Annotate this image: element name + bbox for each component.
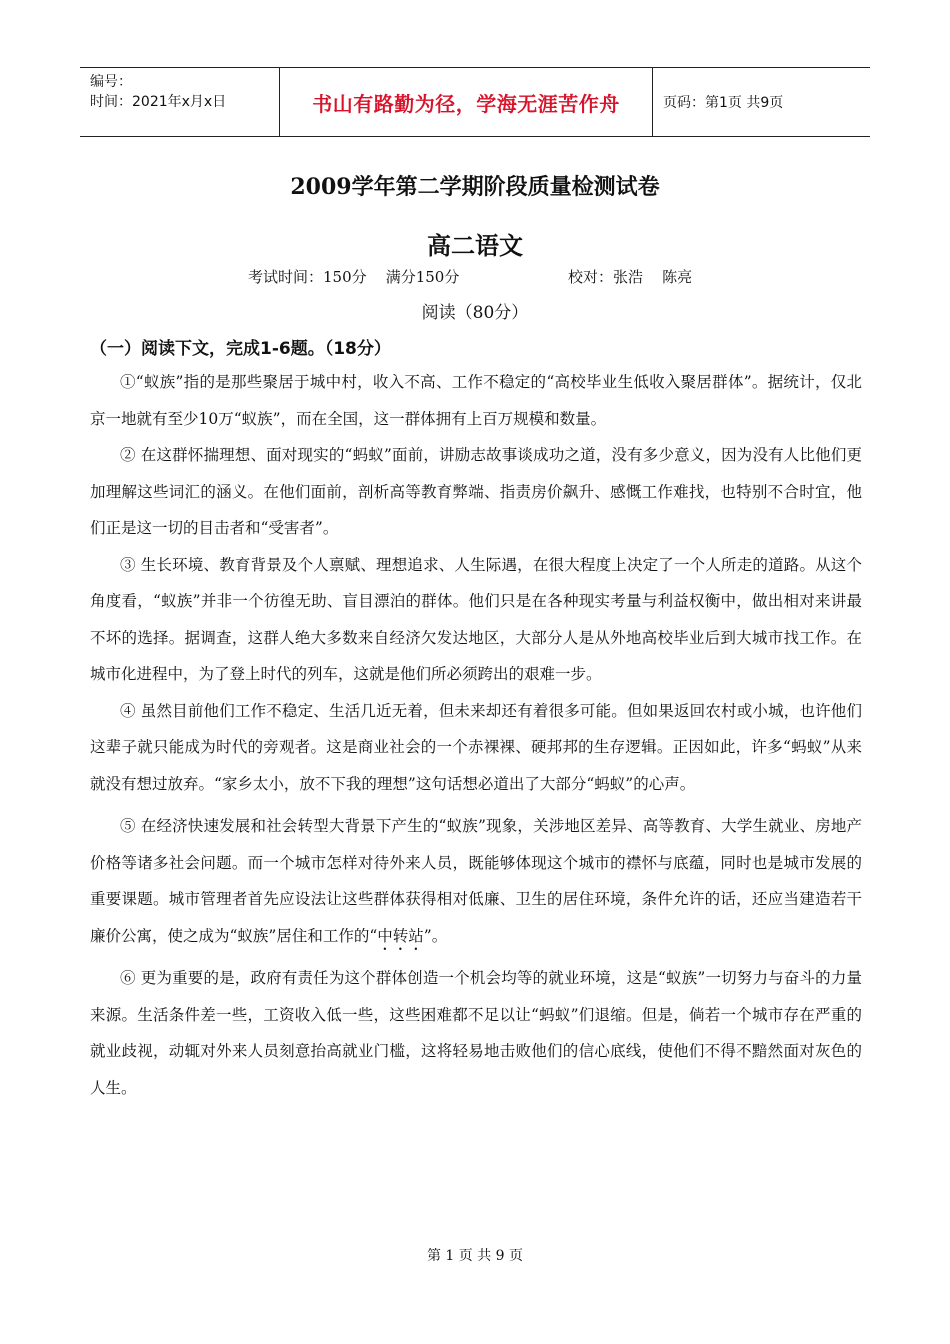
paragraph-2: ② 在这群怀揣理想、面对现实的“蚂蚁”面前，讲励志故事谈成功之道，没有多少意义，因为没有人比他们更加理解这些词汇的涵义。在他们面前，剖析高等教育弊端、指责房价飙升、感慨工作难找，也特别不合时宜，他们正是这一切的目击者和“受害者”。 <box>90 446 862 537</box>
exam-info: 考试时间：150分 满分150分 <box>248 268 460 286</box>
paragraph-5-text: ⑤ 在经济快速发展和社会转型大背景下产生的“蚁族”现象，关涉地区差异、高等教育、大学生就业、房地产价格等诸多社会问题。而一个城市怎样对待外来人员，既能够体现这个城市的襟怀与底蕴，同时也是城市发展的重要课题。城市管理者首先应设法让这些群体获得相对低廉、卫生的居住环境，条件允许的话，还应当建造若干廉价公寓，使之成为“蚁族”居住和工作的“ <box>90 817 862 945</box>
emphasized-term: 中转站 <box>377 926 424 945</box>
header-page-label: 页码：第1页 共9页 <box>663 95 784 111</box>
article-body <box>90 364 862 1106</box>
exam-title: 2009学年第二学期阶段质量检测试卷 <box>290 174 660 200</box>
paragraph-1: ①“蚁族”指的是那些聚居于城中村，收入不高、工作不稳定的“高校毕业生低收入聚居群体”。据统计，仅北京一地就有至少10万“蚁族”，而在全国，这一群体拥有上百万规模和数量。 <box>90 373 862 428</box>
proofread-info: 校对：张浩 陈亮 <box>568 268 693 286</box>
subject-title: 高二语文 <box>427 231 523 260</box>
document-date-label: 时间：2021年x月x日 <box>90 94 227 110</box>
paragraph-5-end: ”。 <box>423 926 448 945</box>
page-header <box>80 67 870 137</box>
document-number-label: 编号： <box>90 74 132 90</box>
paragraph-6: ⑥ 更为重要的是，政府有责任为这个群体创造一个机会均等的就业环境，这是“蚁族”一切努力与奋斗的力量来源。生活条件差一些，工资收入低一些，这些困难都不足以让“蚂蚁”们退缩。但是，倘若一个城市存在严重的就业歧视，动辄对外来人员刻意抬高就业门槛，这将轻易地击败他们的信心底线，使他们不得不黯然面对灰色的人生。 <box>90 969 862 1097</box>
reading-header: 阅读（80分） <box>421 303 529 323</box>
section-title: （一）阅读下文，完成1-6题。（18分） <box>90 339 391 359</box>
paragraph-5 <box>90 808 862 954</box>
exam-meta <box>248 266 692 287</box>
page-footer: 第 1 页 共 9 页 <box>426 1248 524 1264</box>
header-left-cell <box>80 68 280 136</box>
paragraph-4: ④ 虽然目前他们工作不稳定、生活几近无着，但未来却还有着很多可能。但如果返回农村或小城，也许他们这辈子就只能成为时代的旁观者。这是商业社会的一个赤裸裸、硬邦邦的生存逻辑。正因如此，许多“蚂蚁”从来就没有想过放弃。“家乡太小，放不下我的理想”这句话想必道出了大部分“蚂蚁”的心声。 <box>90 701 862 793</box>
paragraph-3: ③ 生长环境、教育背景及个人禀赋、理想追求、人生际遇，在很大程度上决定了一个人所走的道路。从这个角度看，“蚁族”并非一个彷徨无助、盲目漂泊的群体。他们只是在各种现实考量与利益权衡中，做出相对来讲最不坏的选择。据调查，这群人绝大多数来自经济欠发达地区，大部分人是从外地高校毕业后到大城市找工作。在城市化进程中，为了登上时代的列车，这就是他们所必须跨出的艰难一步。 <box>90 555 862 683</box>
header-motto: 书山有路勤为径，学海无涯苦作舟 <box>280 68 653 136</box>
